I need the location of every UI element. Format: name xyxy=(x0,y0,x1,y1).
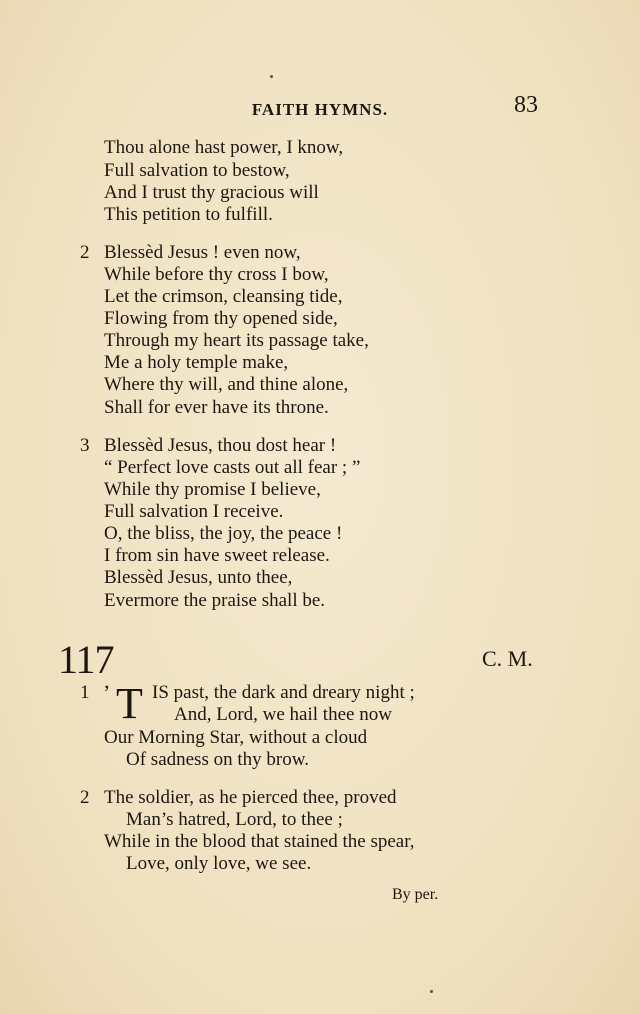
stanza-line: O, the bliss, the joy, the peace ! xyxy=(104,523,343,544)
hymn-number: 117 xyxy=(58,637,114,682)
paper-speck xyxy=(270,75,273,78)
stanza-line: And, Lord, we hail thee now xyxy=(174,704,392,725)
stanza-line: Let the crimson, cleansing tide, xyxy=(104,286,343,307)
stanza-line: Blessèd Jesus, thou dost hear ! xyxy=(104,435,337,456)
stanza-line: Blessèd Jesus, unto thee, xyxy=(104,567,293,588)
stanza-line: Flowing from thy opened side, xyxy=(104,308,338,329)
stanza-line: And I trust thy gracious will xyxy=(104,182,319,203)
stanza-line: Full salvation to bestow, xyxy=(104,160,290,181)
stanza-line: Shall for ever have its throne. xyxy=(104,397,329,418)
stanza-line: Love, only love, we see. xyxy=(126,853,312,874)
stanza-line: Blessèd Jesus ! even now, xyxy=(104,242,301,263)
verse-number: 2 xyxy=(80,787,90,808)
stanza-line: IS past, the dark and dreary night ; xyxy=(152,682,415,703)
stanza-line: While before thy cross I bow, xyxy=(104,264,329,285)
stanza-line: While in the blood that stained the spear, xyxy=(104,831,415,852)
verse-number: 3 xyxy=(80,435,90,456)
running-header: FAITH HYMNS. xyxy=(251,100,389,119)
stanza-line: Where thy will, and thine alone, xyxy=(104,374,349,395)
stanza-line: “ Perfect love casts out all fear ; ” xyxy=(104,457,361,478)
stanza-line: While thy promise I believe, xyxy=(104,479,321,500)
page-number: 83 xyxy=(514,92,538,118)
stanza-line: Man’s hatred, Lord, to thee ; xyxy=(126,809,343,830)
stanza-line: Thou alone hast power, I know, xyxy=(104,137,344,158)
dropcap-letter: T xyxy=(116,679,143,728)
stanza-line: Through my heart its passage take, xyxy=(104,330,369,351)
stanza-line: I from sin have sweet release. xyxy=(104,545,330,566)
stanza-line: Our Morning Star, without a cloud xyxy=(104,727,368,748)
attribution: By per. xyxy=(392,886,439,903)
stanza-line: The soldier, as he pierced thee, proved xyxy=(104,787,397,808)
stanza-line: Of sadness on thy brow. xyxy=(126,749,309,770)
paper-speck xyxy=(430,990,433,993)
stanza-line: Full salvation I receive. xyxy=(104,501,284,522)
stanza-line: This petition to fulfill. xyxy=(104,204,273,225)
dropcap-apostrophe: ’ xyxy=(103,680,111,705)
verse-number: 2 xyxy=(80,242,90,263)
stanza-line: Me a holy temple make, xyxy=(104,352,289,373)
stanza-line: Evermore the praise shall be. xyxy=(104,590,326,611)
verse-number: 1 xyxy=(80,682,90,703)
hymn-meter: C. M. xyxy=(482,646,533,671)
